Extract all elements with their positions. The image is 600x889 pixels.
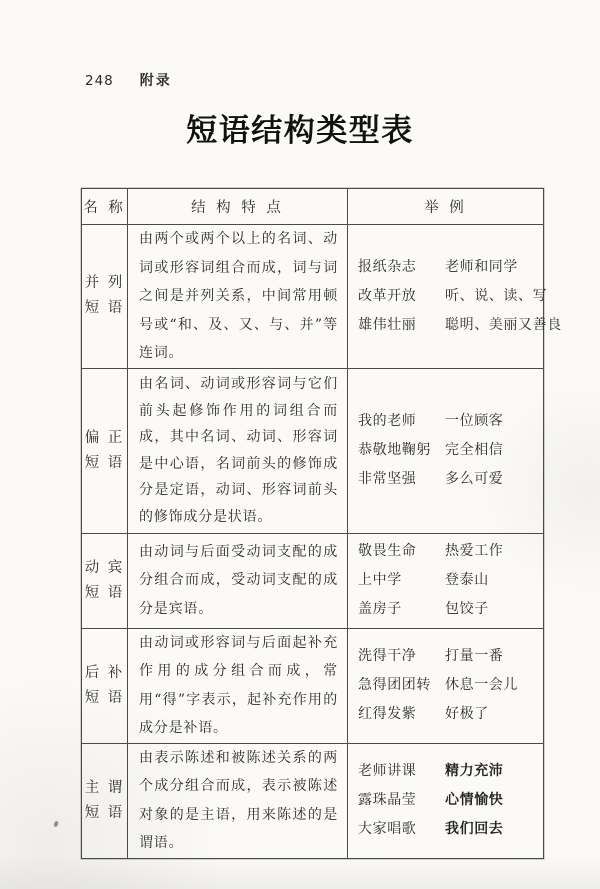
example-item: 敬畏生命 [358,543,417,559]
example-item: 听、说、读、写 [445,287,548,304]
phrase-name-line: 并 列 [84,275,125,292]
phrase-structure-table [81,188,562,859]
example-item: 上中学 [358,572,402,588]
phrase-name-cell [82,533,128,628]
example-line [358,757,539,786]
example-item: 完全相信 [445,442,504,458]
phrase-name-line: 主 谓 [84,779,125,796]
example-line [358,671,539,700]
example-line [358,642,539,671]
features-text: 由动词或形容词与后面起补充作用的成分组合而成，常用“得”字表示，起补充作用的成分是补语。 [139,634,338,736]
example-item: 恭敬地鞠躬 [358,442,431,458]
table-header-row [82,189,544,225]
features-cell [128,368,348,533]
example-line [358,566,539,595]
features-cell [128,533,348,628]
example-item: 报纸杂志 [358,258,417,275]
example-line [358,700,539,729]
phrase-name-cell [82,225,128,369]
example-line [358,282,548,311]
phrase-name-line: 偏 正 [84,429,125,446]
examples-cell [348,368,544,533]
example-line [358,436,539,465]
features-text: 由两个或两个以上的名词、动词或形容词组合而成，词与词之间是并列关系，中间常用顿号或“和、及、又、与、并”等连词。 [139,231,338,361]
example-item: 一位顾客 [445,413,504,429]
examples-cell [348,743,544,858]
page-title: 短语结构类型表 [186,113,414,149]
header-examples: 举 例 [348,189,544,225]
example-item: 雄伟壮丽 [358,316,417,333]
example-line [358,407,539,436]
page-number: 248 [85,73,114,89]
example-item: 热爱工作 [445,543,504,559]
example-item: 我的老师 [358,413,417,429]
example-item: 心情愉快 [445,792,504,808]
table-row-houbu [82,628,544,743]
example-item: 红得发紫 [358,706,417,722]
example-line [358,595,539,624]
table-row-binglie [82,225,544,369]
phrase-name-line: 短 语 [84,804,125,821]
header-features: 结 构 特 点 [128,189,348,225]
phrase-name-line: 后 补 [84,664,125,681]
example-item: 我们回去 [445,821,504,837]
example-item: 打量一番 [445,648,504,664]
examples-cell [348,225,562,369]
features-text: 由动词与后面受动词支配的成分组合而成，受动词支配的成分是宾语。 [139,543,338,617]
running-head [85,70,172,90]
phrase-name-cell [82,743,128,858]
table-row-dongbin [82,533,544,628]
example-line [358,786,539,815]
features-cell [128,743,348,858]
features-cell [128,628,348,743]
example-item: 聪明、美丽又善良 [445,316,562,333]
phrase-name-line: 短 语 [84,300,125,317]
example-item: 改革开放 [358,287,417,304]
example-item: 洗得干净 [358,648,417,664]
features-text: 由名词、动词或形容词与它们前头起修饰作用的词组合而成，其中名词、动词、形容词是中心语，名词前头的修饰成分是定语，动词、形容词前头的修饰成分是状语。 [139,376,338,525]
features-cell [128,225,348,369]
header-name: 名 称 [82,189,128,225]
example-line [358,253,539,282]
example-line [358,537,539,566]
example-item: 登泰山 [445,572,489,588]
example-item: 休息一会儿 [445,677,518,693]
example-item: 急得团团转 [358,677,431,693]
section-label: 附录 [139,73,172,89]
features-text: 由表示陈述和被陈述关系的两个成分组合而成，表示被陈述对象的是主语，用来陈述的是谓语。 [139,749,338,851]
phrase-name-cell [82,628,128,743]
example-line [358,815,539,844]
examples-cell [348,533,544,628]
phrase-name-line: 短 语 [84,584,125,601]
phrase-name-line: 短 语 [84,689,125,706]
table-row-zhuwei [82,743,544,858]
example-item: 盖房子 [358,601,402,617]
example-item: 多么可爱 [445,471,504,487]
examples-cell [348,628,544,743]
example-item: 露珠晶莹 [358,792,417,808]
example-item: 老师讲课 [358,763,417,779]
example-item: 好极了 [445,706,489,722]
example-item: 非常坚强 [358,471,417,487]
table-row-pianzheng [82,368,544,533]
example-item: 老师和同学 [445,258,518,275]
phrase-name-line: 短 语 [84,454,125,471]
phrase-name-cell [82,368,128,533]
example-line [358,465,539,494]
example-item: 大家唱歌 [358,821,417,837]
example-item: 精力充沛 [445,763,504,779]
example-line [358,311,562,340]
phrase-name-line: 动 宾 [84,559,125,576]
example-item: 包饺子 [445,601,489,617]
scan-smudge [53,821,58,828]
